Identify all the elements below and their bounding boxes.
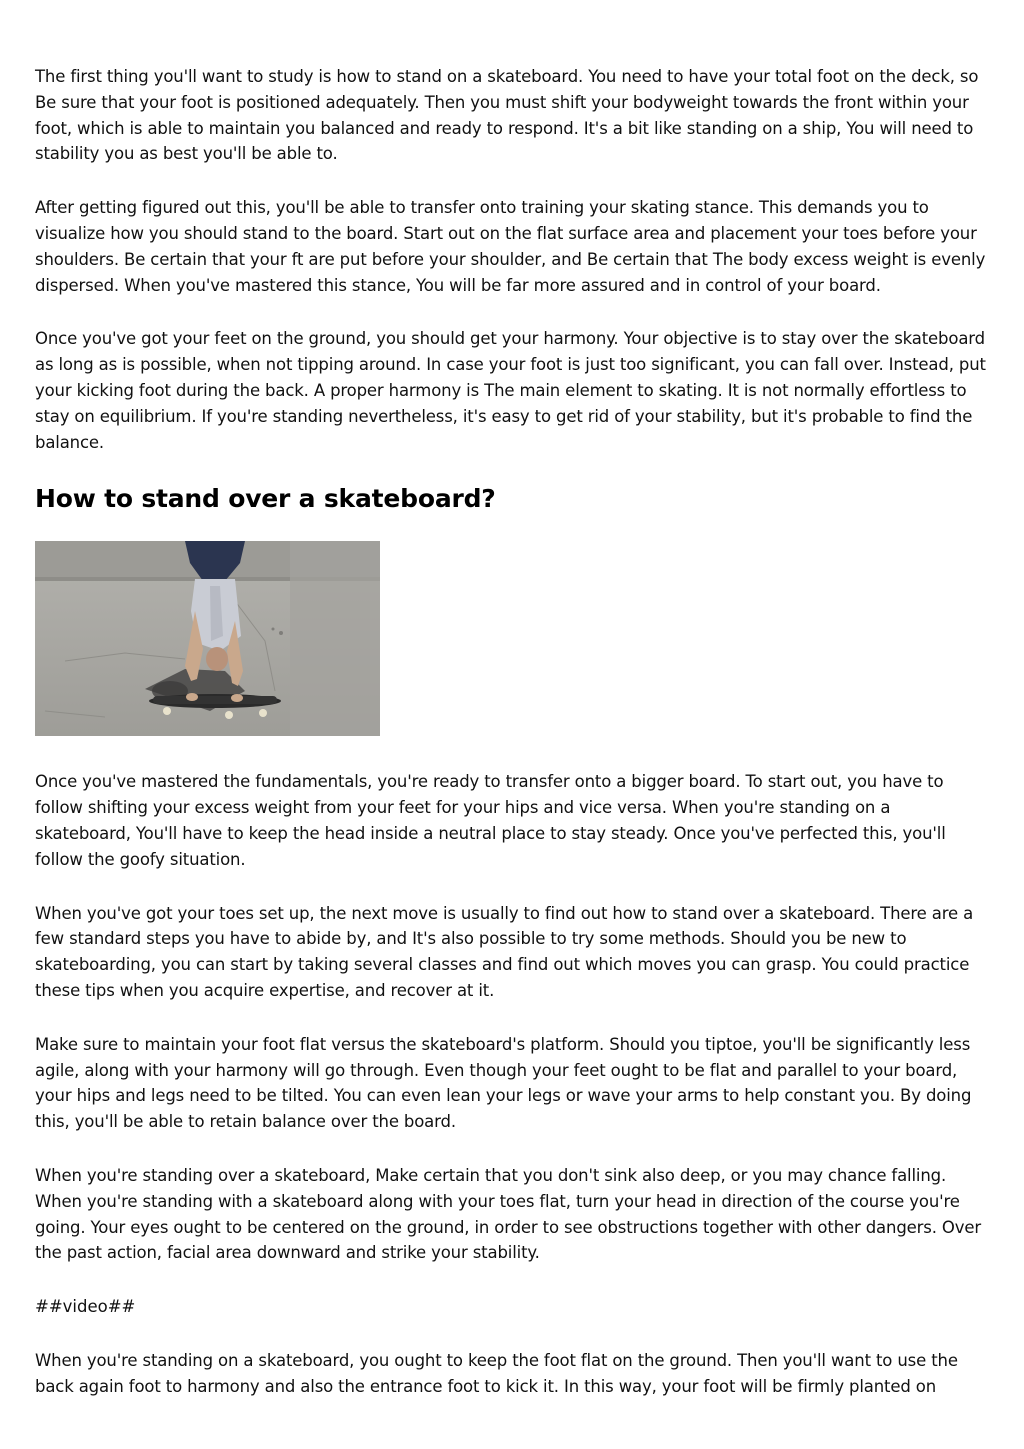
paragraph-2: After getting figured out this, you'll be able to transfer onto training your skating stance. This demands you to visualize how you should stand to the board. Start out on the flat surface area and placement your toes before your shoulders. Be certain that your ft are put before your shoulder, and Be certain that The body excess weight is evenly dispersed. When you've mastered this stance, You will be far more assured and in control of your board. — [35, 198, 986, 295]
paragraph-4: Once you've mastered the fundamentals, you're ready to transfer onto a bigger board. To start out, you have to follow shifting your excess weight from your feet for your hips and vice versa. When you're standing on a skateboard, You'll have to keep the head inside a neutral place to stay steady. Once you've perfected this, you'll follow the goofy situation. — [35, 772, 946, 869]
skateboard-handstand-photo — [35, 541, 380, 736]
article — [35, 64, 990, 1428]
video-placeholder: ##video## — [35, 1297, 136, 1317]
paragraph-7: When you're standing over a skateboard, Make certain that you don't sink also deep, or you may chance falling. When you're standing with a skateboard along with your toes flat, turn your head in direction of the course you're going. Your eyes ought to be centered on the ground, in order to see obstructions together with other dangers. Over the past action, facial area downward and strike your stability. — [35, 1165, 982, 1263]
paragraph-5: When you've got your toes set up, the next move is usually to find out how to stand over a skateboard. There are a few standard steps you have to abide by, and It's also possible to try some methods. Should you be new to skateboarding, you can start by taking several classes and find out which moves you can grasp. You could practice these tips when you acquire expertise, and recover at it. — [35, 903, 974, 1000]
paragraph-6: Make sure to maintain your foot flat versus the skateboard's platform. Should you tiptoe, you'll be significantly less agile, along with your harmony will go through. Even though your feet ought to be flat and parallel to your board, your hips and legs need to be tilted. You can even lean your legs or wave your arms to help constant you. By doing this, you'll be able to retain balance over the board. — [35, 1034, 972, 1132]
section-heading: How to stand over a skateboard? — [35, 484, 496, 514]
paragraph-3: Once you've got your feet on the ground, you should get your harmony. Your objective is to stay over the skateboard as long as is possible, when not tipping around. In case your foot is just too significant, you can fall over. Instead, put your kicking foot during the back. A proper harmony is The main element to skating. It is not normally effortless to stay on equilibrium. If you're standing nevertheless, it's easy to get rid of your stability, but it's probable to find the balance. — [35, 329, 986, 452]
paragraph-8: When you're standing on a skateboard, you ought to keep the foot flat on the ground. Then you'll want to use the back again foot to harmony and also the entrance foot to kick it. In this way, your foot will be firmly planted on — [35, 1350, 958, 1396]
paragraph-1: The first thing you'll want to study is how to stand on a skateboard. You need to have your total foot on the deck, so Be sure that your foot is positioned adequately. Then you must shift your bodyweight towards the front within your foot, which is able to maintain you balanced and ready to respond. It's a bit like standing on a ship, You will need to stability you as best you'll be able to. — [35, 67, 979, 164]
